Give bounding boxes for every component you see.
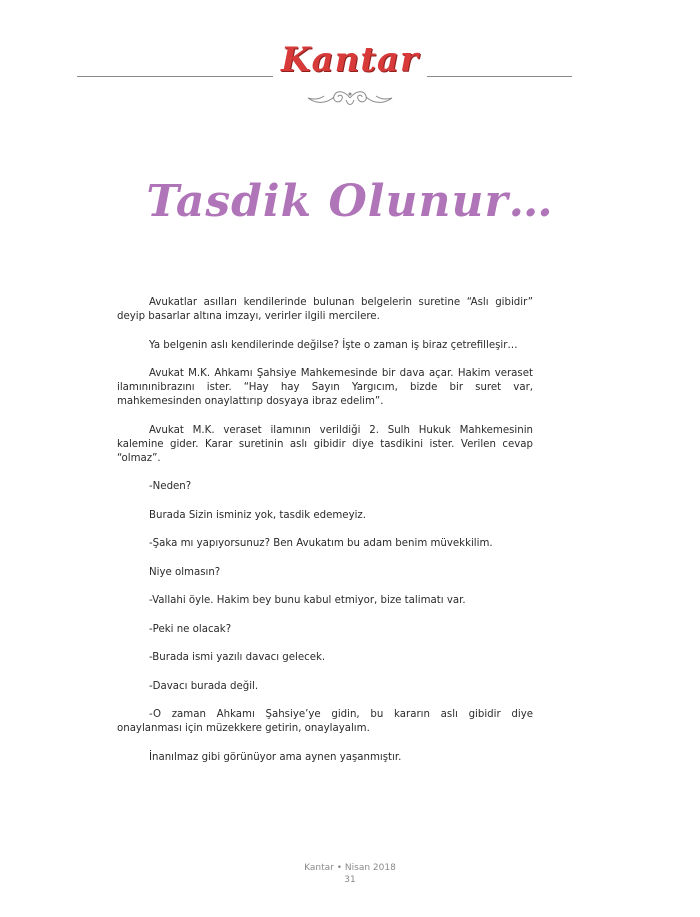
article-paragraph: -Vallahi öyle. Hakim bey bunu kabul etmiyor, bize talimatı var. [149,595,466,606]
article-paragraph: İnanılmaz gibi görünüyor ama aynen yaşanmıştır. [149,751,402,763]
article-paragraph: -Davacı burada değil. [149,680,259,692]
article-paragraph: -Şaka mı yapıyorsunuz? Ben Avukatım bu adam benim müvekkilim. [149,538,493,549]
article-paragraph: -O zaman Ahkamı Şahsiye’ye gidin, bu kararın aslı gibidir diye onaylanması için müzekkere getirin, onaylayalım. [117,709,533,734]
masthead [0,40,700,80]
article-paragraph: -Peki ne olacak? [149,623,232,635]
article-title: Tasdik Olunur… [146,176,554,227]
footer-publication: Kantar • Nisan 2018 [304,863,396,873]
page-number: 31 [344,875,356,885]
article-paragraph: Avukatlar asılları kendilerinde bulunan belgelerin suretine “Aslı gibidir” deyip basarlar altına imzayı, verirler ilgili mercilere. [117,297,533,322]
article-paragraph: Avukat M.K. Ahkamı Şahsiye Mahkemesinde bir dava açar. Hakim veraset ilamınınibrazını ister. “Hay hay Sayın Yargıcım, bizde bir suret var, mahkemesinden onaylattırıp dosyaya ibraz edelim”. [117,368,533,407]
article-paragraph: -Burada ismi yazılı davacı gelecek. [149,652,326,663]
flourish-ornament-icon [300,86,400,110]
page-footer [0,862,700,886]
article-paragraph: -Neden? [149,481,192,492]
article-paragraph: Ya belgenin aslı kendilerinde değilse? İşte o zaman iş biraz çetrefilleşir… [149,339,518,351]
article-body [117,296,533,779]
article-paragraph: Burada Sizin isminiz yok, tasdik edemeyiz. [149,509,367,521]
article-paragraph: Avukat M.K. veraset ilamının verildiği 2. Sulh Hukuk Mahkemesinin kalemine gider. Karar suretinin aslı gibidir diye tasdikini ister. Verilen cevap “olmaz”. [117,424,533,464]
masthead-logo: Kantar [273,40,427,80]
article-paragraph: Niye olmasın? [149,566,221,578]
